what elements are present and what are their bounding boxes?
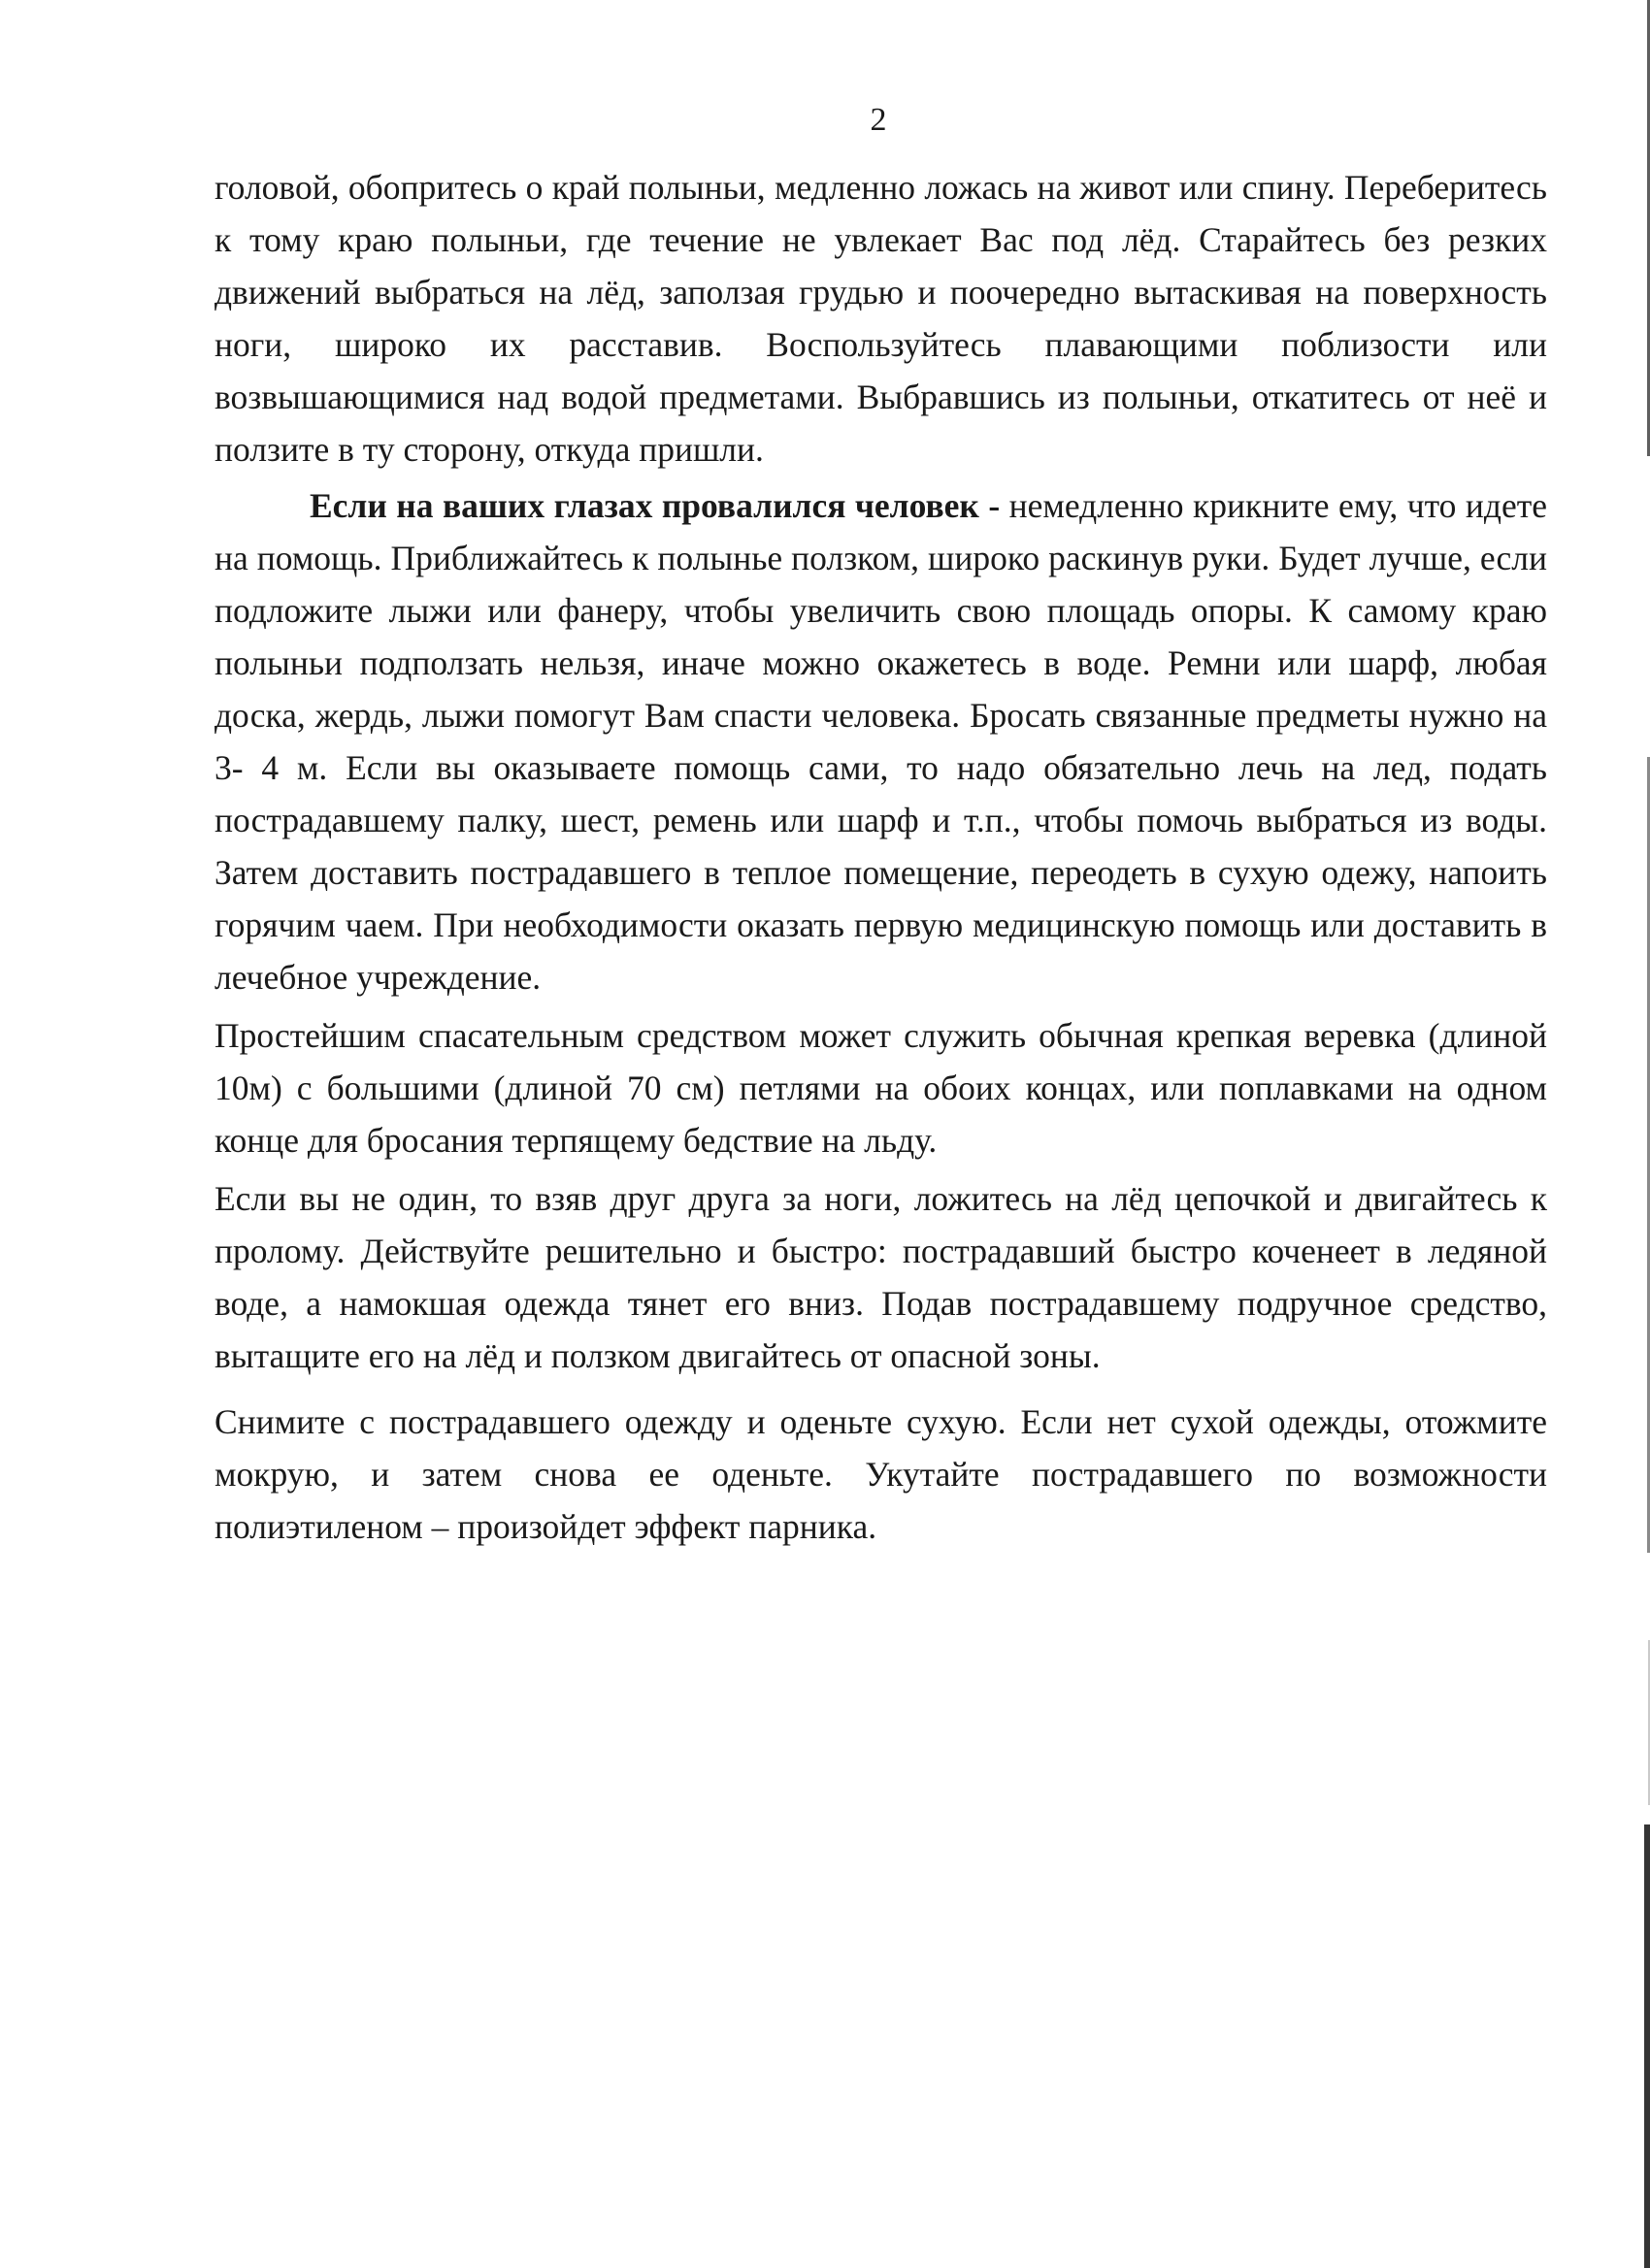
- paragraph-rescue-rope: Простейшим спасательным средством может служить обычная крепкая веревка (длиной 10м) с большими (длиной 70 см) петлями на обоих концах, или поплавками на одном конце для бросания терпящему бедствие на льду.: [214, 1016, 1547, 1160]
- page-number: 2: [870, 102, 887, 138]
- scan-edge-artifact: [1644, 1824, 1650, 2268]
- paragraph-helping-person-text: немедленно крикните ему, что идете на помощь. Приближайтесь к полынье ползком, широко раскинув руки. Будет лучше, если подложите лыжи или фанеру, чтобы увеличить свою площадь опоры. К самому краю полыньи подползать нельзя, иначе можно окажетесь в воде. Ремни или шарф, любая доска, жердь, лыжи помогут Вам спасти человека. Бросать связанные предметы нужно на 3- 4 м. Если вы оказываете помощь сами, то надо обязательно лечь на лед, подать пострадавшему палку, шест, ремень или шарф и т.п., чтобы помочь выбраться из воды. Затем доставить пострадавшего в теплое помещение, переодеть в сухую одежу, напоить горячим чаем. При необходимости оказать первую медицинскую помощь или доставить в лечебное учреждение.: [214, 486, 1547, 997]
- paragraph-escape-from-ice-hole: головой, обопритесь о край полыньи, медленно ложась на живот или спину. Переберитесь к тому краю полыньи, где течение не увлекает Вас под лёд. Старайтесь без резких движений выбраться на лёд, заползая грудью и поочередно вытаскивая на поверхность ноги, широко их расставив. Воспользуйтесь плавающими поблизости или возвышающимися над водой предметами. Выбравшись из полыньи, откатитесь от неё и ползите в ту сторону, откуда пришли.: [214, 168, 1547, 469]
- paragraph-lead-bold: Если на ваших глазах провалился человек -: [310, 486, 1001, 525]
- paragraph-helping-person: [214, 479, 1547, 1003]
- paragraph-dry-clothes: Снимите с пострадавшего одежду и оденьте сухую. Если нет сухой одежды, отожмите мокрую, и затем снова ее оденьте. Укутайте пострадавшего по возможности полиэтиленом – произойдет эффект парника.: [214, 1402, 1547, 1546]
- document-body: [214, 161, 1547, 1559]
- paragraph-human-chain: Если вы не один, то взяв друг друга за ноги, ложитесь на лёд цепочкой и двигайтесь к пролому. Действуйте решительно и быстро: пострадавший быстро коченеет в ледяной воде, а намокшая одежда тянет его вниз. Подав пострадавшему подручное средство, вытащите его на лёд и ползком двигайтесь от опасной зоны.: [214, 1179, 1547, 1375]
